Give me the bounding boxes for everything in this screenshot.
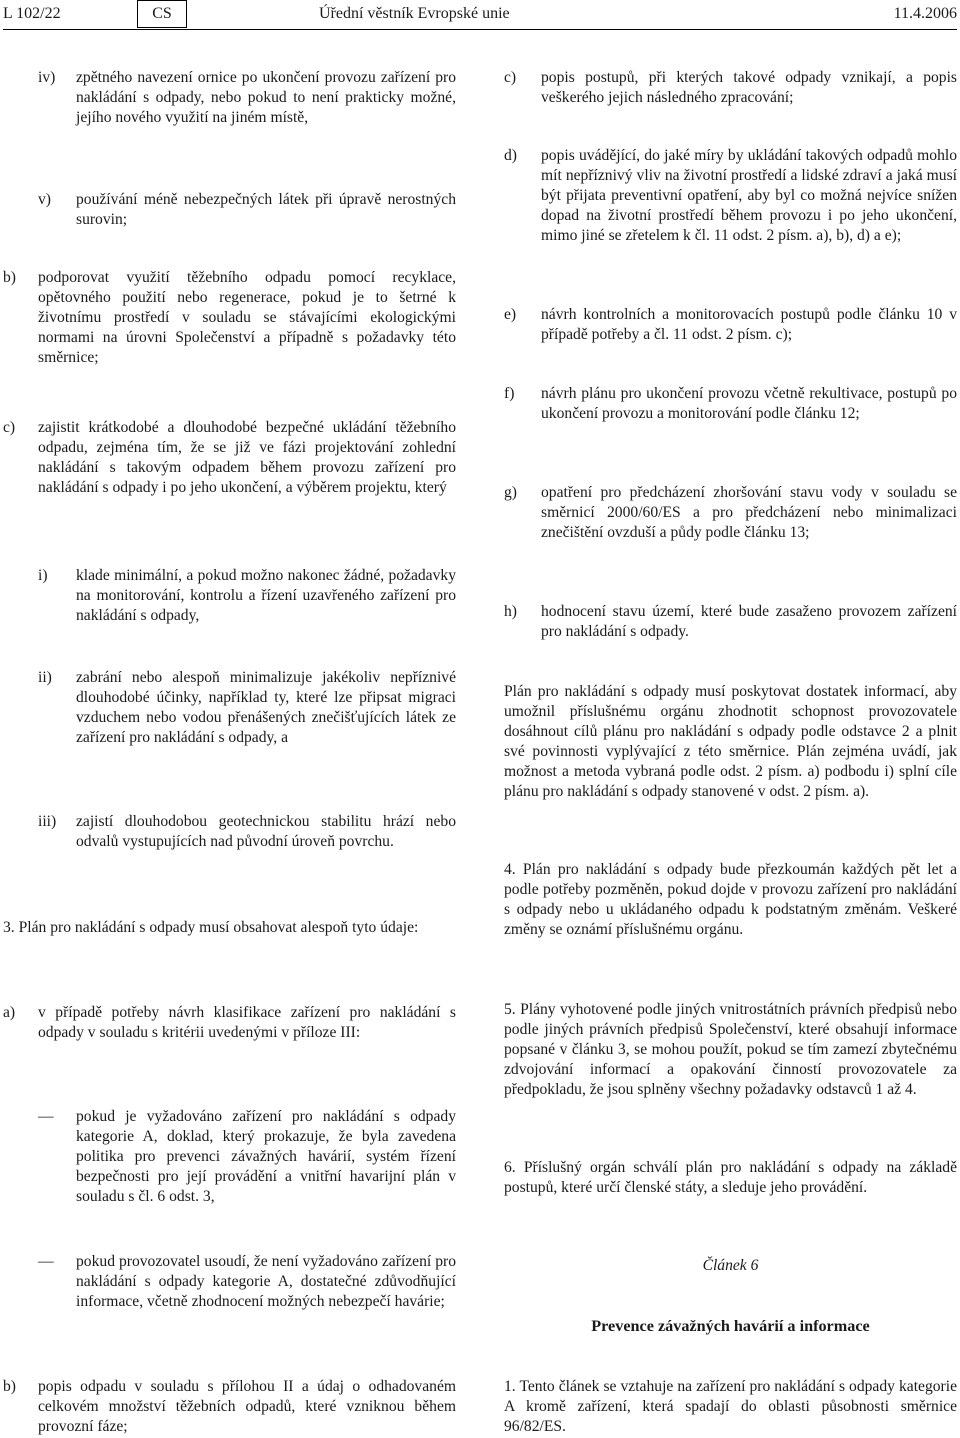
paragraph-6: 6. Příslušný orgán schválí plán pro nakládání s odpady na základě postupů, které určí členské státy, a sleduje jeho provádění. (504, 1159, 957, 1196)
plan-paragraph: Plán pro nakládání s odpady musí poskytovat dostatek informací, aby umožnil příslušnému orgánu zhodnotit schopnost provozovatele dosáhnout cílů plánu pro nakládání s odpady podle odstavce 2 a plnit své povinnosti vyplývající z této směrnice. Plán zejména uvádí, jak možnost a metoda vybraná podle odst. 2 písm. a) podbodu i) splní cíle plánu pro nakládání s odpady stanovené v odst. 2 písm. a). (504, 683, 957, 800)
list-item-b (3, 268, 456, 368)
item-text: podporovat využití těžebního odpadu pomocí recyklace, opětovného použití nebo regenerace, pokud je to šetrné k životnímu prostředí v souladu se stávajícími ekologickými normami na úrovni Společenství a případně s požadavky této směrnice; (38, 269, 456, 366)
item-label: ii) (38, 669, 52, 686)
dash-item-2 (38, 1252, 456, 1312)
dash-item-1 (38, 1107, 456, 1207)
list-item-c-iii (38, 812, 456, 852)
paragraph-4: 4. Plán pro nakládání s odpady bude přezkoumán každých pět let a podle potřeby pozměněn, pokud dojde v provozu zařízení pro nakládání s odpady nebo u ukládaného odpadu k podstatným změnám. Veškeré změny se oznámí příslušnému orgánu. (504, 861, 957, 938)
item-text: zajistí dlouhodobou geotechnickou stabilitu hrází nebo odvalů vystupujících nad původní úroveň povrchu. (76, 813, 456, 850)
list-item-d (504, 146, 957, 246)
list-item-g (504, 483, 957, 543)
item-label: e) (504, 306, 517, 323)
item-text: popis uvádějící, do jaké míry by ukládání takových odpadů mohlo mít nepříznivý vliv na životní prostředí a lidské zdraví a jaká musí být přijata preventivní opatření, aby byl co možná nejvíce snížen dopad na životní prostředí během provozu i po jeho ukončení, mimo jiné se zřetelem k čl. 11 odst. 2 písm. a), b), d) a e); (541, 147, 957, 244)
item-label: iv) (38, 69, 56, 86)
item-text: pokud provozovatel usoudí, že není vyžadováno zařízení pro nakládání s odpady kategorie A, dostatečné zdůvodňující informace, včetně zhodnocení možných nebezpečí havárie; (76, 1253, 456, 1310)
article-number: Článek 6 (702, 1257, 759, 1274)
journal-title: Úřední věstník Evropské unie (319, 5, 510, 22)
list-item-a (3, 1003, 456, 1043)
list-item-iv (38, 68, 456, 128)
item-label: d) (504, 147, 517, 164)
item-text: hodnocení stavu území, které bude zasaženo provozem zařízení pro nakládání s odpady. (541, 603, 957, 640)
list-item-c-i (38, 566, 456, 626)
page-reference: L 102/22 (3, 5, 61, 22)
item-text: popis postupů, při kterých takové odpady vznikají, a popis veškerého jejich následného zpracování; (541, 69, 957, 106)
list-item-c-ii (38, 668, 456, 748)
item-label: c) (504, 69, 517, 86)
language-code-box: CS (137, 0, 187, 28)
item-text: zpětného navezení ornice po ukončení provozu zařízení pro nakládání s odpady, nebo pokud to není prakticky možné, jejího nového využití na jiném místě, (76, 69, 456, 126)
item-label: i) (38, 567, 48, 584)
item-text: používání méně nebezpečných látek při úpravě nerostných surovin; (76, 191, 456, 228)
list-item-c-right (504, 68, 957, 108)
item-label: f) (504, 385, 515, 402)
dash-label: — (38, 1253, 54, 1270)
article-6-paragraph-1: 1. Tento článek se vztahuje na zařízení pro nakládání s odpady kategorie A kromě zařízení, která spadají do oblasti působnosti směrnice 96/82/ES. (504, 1378, 957, 1435)
item-text: popis odpadu v souladu s přílohou II a údaj o odhadovaném celkovém množství těžebních odpadů, které vzniknou během provozní fáze; (38, 1378, 456, 1435)
item-text: zajistit krátkodobé a dlouhodobé bezpečné ukládání těžebního odpadu, zejména tím, že se již ve fázi projektování zohlední nakládání s takovým odpadem během provozu zařízení pro nakládání s odpady i po jeho ukončení, a výběrem projektu, který (38, 419, 456, 496)
list-item-c (3, 418, 456, 498)
item-text: v případě potřeby návrh klasifikace zařízení pro nakládání s odpady v souladu s kritérii uvedenými v příloze III: (38, 1004, 456, 1041)
item-label: g) (504, 484, 517, 501)
list-item-h (504, 602, 957, 642)
item-label: c) (3, 419, 16, 436)
list-item-b-2 (3, 1377, 456, 1437)
item-label: b) (3, 1378, 16, 1395)
item-text: návrh plánu pro ukončení provozu včetně rekultivace, postupů po ukončení provozu a monitorování podle článku 12; (541, 385, 957, 422)
item-text: klade minimální, a pokud možno nakonec žádné, požadavky na monitorování, kontrolu a řízení uzavřeného zařízení pro nakládání s odpady, (76, 567, 456, 624)
dash-label: — (38, 1108, 54, 1125)
list-item-v (38, 190, 456, 230)
publication-date: 11.4.2006 (893, 5, 957, 22)
item-text: opatření pro předcházení zhoršování stavu vody v souladu se směrnicí 2000/60/ES a pro předcházení nebo minimalizaci znečištění ovzduší a půdy podle článku 13; (541, 484, 957, 541)
list-item-e (504, 305, 957, 345)
paragraph-3: 3. Plán pro nakládání s odpady musí obsahovat alespoň tyto údaje: (3, 919, 419, 936)
item-label: a) (3, 1004, 16, 1021)
list-item-f (504, 384, 957, 424)
item-label: iii) (38, 813, 57, 830)
page-header (3, 0, 957, 30)
item-label: h) (504, 603, 517, 620)
item-text: zabrání nebo alespoň minimalizuje jakékoliv nepříznivé dlouhodobé účinky, například ty, které lze připsat migraci vzduchem nebo vodou přenášených znečišťujících látek ze zařízení pro nakládání s odpady, a (76, 669, 456, 746)
item-label: v) (38, 191, 51, 208)
item-text: návrh kontrolních a monitorovacích postupů podle článku 10 v případě potřeby a čl. 11 odst. 2 písm. c); (541, 306, 957, 343)
item-label: b) (3, 269, 16, 286)
article-title: Prevence závažných havárií a informace (591, 1317, 870, 1335)
paragraph-5: 5. Plány vyhotovené podle jiných vnitrostátních právních předpisů nebo podle jiných právních předpisů Společenství, které obsahují informace popsané v článku 3, se mohou použít, pokud se tím zamezí zbytečnému zdvojování informací a opakování činností provozovatele za předpokladu, že jsou splněny všechny požadavky odstavců 1 až 4. (504, 1001, 957, 1098)
item-text: pokud je vyžadováno zařízení pro nakládání s odpady kategorie A, doklad, který prokazuje, že byla zavedena politika pro prevenci závažných havárií, systém řízení bezpečnosti pro její provádění a vnitřní havarijní plán v souladu s čl. 6 odst. 3, (76, 1108, 456, 1205)
